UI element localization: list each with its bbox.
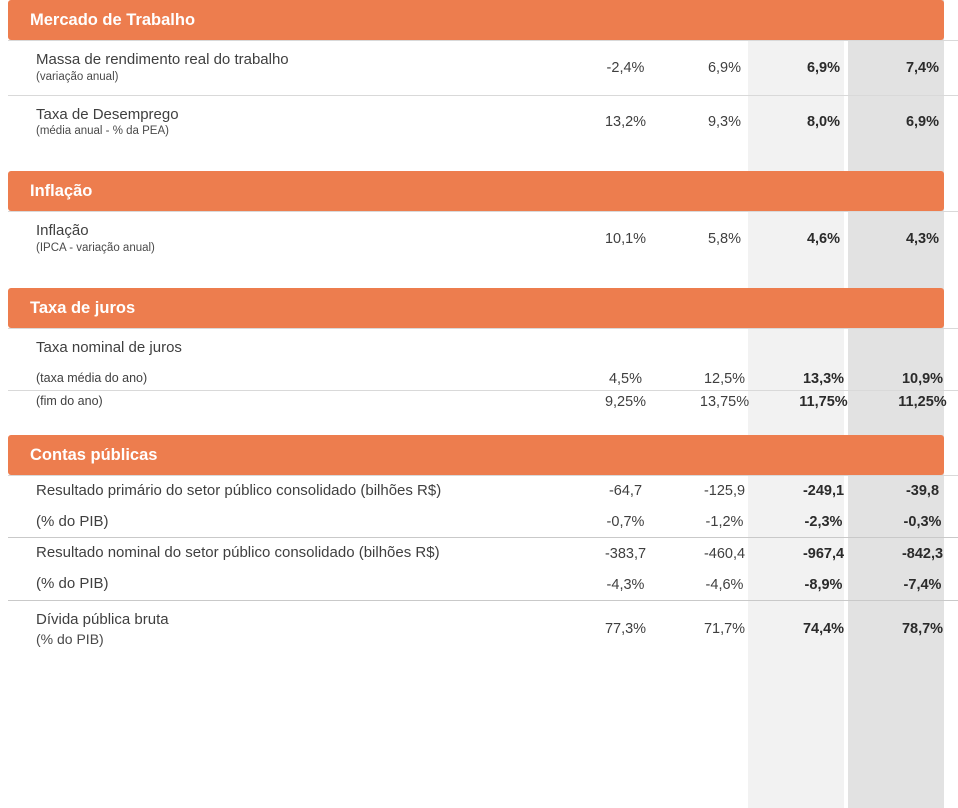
table-row: [8, 507, 958, 538]
row-label-text: Inflação: [36, 222, 89, 240]
section-rows: [8, 211, 958, 266]
row-label-text: (% do PIB): [36, 575, 109, 593]
row-label-text: Taxa de Desemprego: [36, 105, 179, 123]
row-value-4: 7,4%: [905, 59, 940, 76]
row-label: [8, 368, 576, 391]
section-header: Taxa de juros: [8, 288, 944, 328]
section-taxa-de-juros: [8, 288, 950, 413]
section-header: Contas públicas: [8, 435, 944, 475]
row-label-text: Dívida pública bruta: [36, 610, 169, 628]
row-value-3: -8,9%: [804, 576, 843, 593]
section-rows: [8, 475, 958, 658]
row-label: [8, 212, 576, 266]
row-value-2: -125,9: [703, 483, 746, 500]
row-value-1: 9,25%: [604, 393, 647, 410]
row-value-4: -0,3%: [903, 514, 942, 531]
row-value-1: 77,3%: [604, 621, 647, 638]
section-mercado-de-trabalho: [8, 0, 950, 149]
row-value-4: -842,3: [901, 545, 944, 562]
row-value-4: [873, 329, 958, 368]
row-value-3: -249,1: [802, 483, 845, 500]
row-value-3: 13,3%: [802, 370, 845, 387]
section-contas-publicas: [8, 435, 950, 658]
section-inflacao: [8, 171, 950, 266]
row-label: [8, 475, 576, 506]
row-value-1: -383,7: [604, 545, 647, 562]
row-label-text: Massa de rendimento real do trabalho: [36, 51, 289, 69]
row-value-1: -64,7: [608, 483, 643, 500]
row-value-4: -39,8: [905, 483, 940, 500]
table-row: [8, 41, 958, 96]
row-value-1: 4,5%: [608, 370, 643, 387]
row-sublabel-text: (% do PIB): [36, 630, 104, 647]
table-row: [8, 212, 958, 266]
row-label: [8, 507, 576, 538]
row-label-text: (taxa média do ano): [36, 371, 148, 385]
row-label-text: (fim do ano): [36, 394, 103, 408]
row-value-1: -4,3%: [606, 576, 645, 593]
row-label: [8, 329, 576, 368]
table-row: [8, 475, 958, 506]
row-label: [8, 600, 576, 657]
row-label: [8, 538, 576, 569]
row-sublabel-text: (IPCA - variação anual): [36, 242, 155, 255]
row-label: [8, 569, 576, 600]
row-value-1: -2,4%: [606, 59, 645, 76]
row-value-2: 13,75%: [699, 393, 750, 410]
row-value-1: -0,7%: [606, 514, 645, 531]
table-row: [8, 600, 958, 657]
row-sublabel-text: (média anual - % da PEA): [36, 125, 169, 138]
row-value-2: 6,9%: [707, 59, 742, 76]
row-value-3: -2,3%: [804, 514, 843, 531]
section-header: Mercado de Trabalho: [8, 0, 944, 40]
row-value-2: -4,6%: [705, 576, 744, 593]
row-label-text: Resultado primário do setor público consolidado (bilhões R$): [36, 481, 442, 499]
table-row: [8, 569, 958, 600]
row-value-4: 11,25%: [898, 393, 947, 410]
row-value-3: 11,75%: [799, 393, 848, 410]
row-value-4: 78,7%: [901, 621, 944, 638]
section-header: Inflação: [8, 171, 944, 211]
row-value-1: [576, 329, 675, 368]
row-value-1: 13,2%: [604, 114, 647, 131]
row-label: [8, 41, 576, 96]
section-rows: [8, 40, 958, 149]
row-sublabel-text: (variação anual): [36, 70, 119, 83]
table-row: [8, 538, 958, 569]
row-label: [8, 95, 576, 149]
row-value-2: 9,3%: [707, 114, 742, 131]
table-row: [8, 329, 958, 368]
row-value-4: 10,9%: [901, 370, 944, 387]
row-value-3: 4,6%: [806, 231, 841, 248]
table-row: [8, 95, 958, 149]
row-value-3: -967,4: [802, 545, 845, 562]
row-value-4: 6,9%: [905, 114, 940, 131]
row-label-text: (% do PIB): [36, 512, 109, 530]
row-label: [8, 390, 576, 413]
table-row: [8, 390, 958, 413]
row-value-2: -460,4: [703, 545, 746, 562]
row-value-2: 12,5%: [703, 370, 746, 387]
row-value-3: 8,0%: [806, 114, 841, 131]
row-label-text: Taxa nominal de juros: [36, 339, 182, 357]
row-value-4: 4,3%: [905, 231, 940, 248]
section-rows: [8, 328, 958, 413]
table-row: [8, 368, 958, 391]
row-value-4: -7,4%: [903, 576, 942, 593]
row-value-2: [675, 329, 774, 368]
row-value-2: 5,8%: [707, 231, 742, 248]
row-value-3: 6,9%: [806, 59, 841, 76]
row-value-3: 74,4%: [802, 621, 845, 638]
row-value-2: -1,2%: [705, 514, 744, 531]
row-value-3: [774, 329, 873, 368]
row-label-text: Resultado nominal do setor público consolidado (bilhões R$): [36, 544, 440, 562]
row-value-1: 10,1%: [604, 231, 647, 248]
row-value-2: 71,7%: [703, 621, 746, 638]
